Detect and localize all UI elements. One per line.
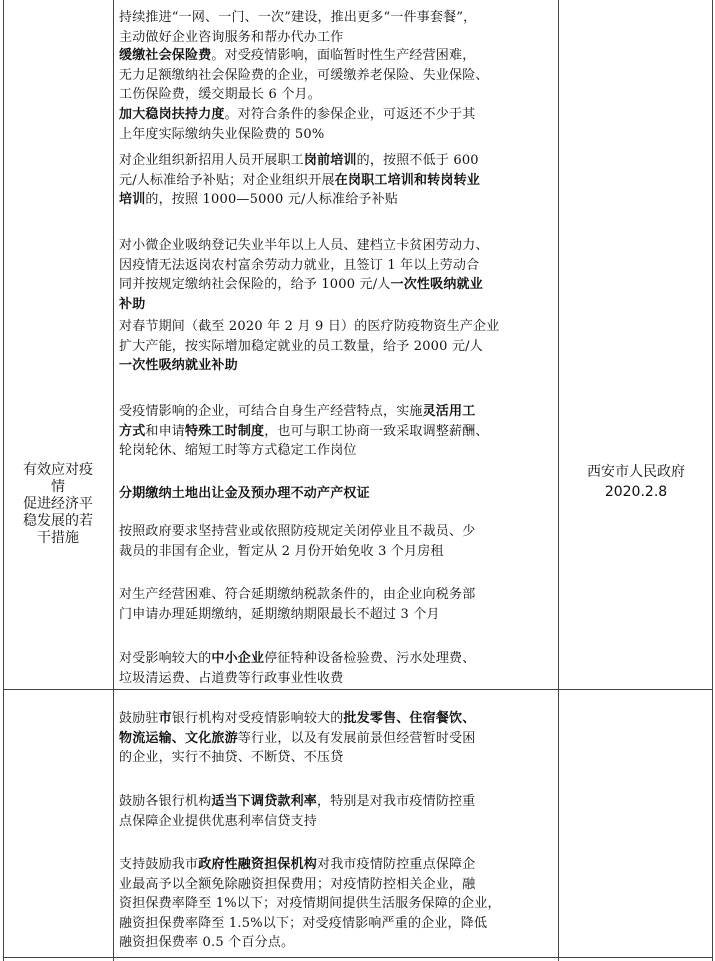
measure-bold-text: 政府性融资担保机构: [198, 857, 318, 872]
table-border-left: [3, 0, 4, 961]
measure-text: 对小微企业吸纳登记失业半年以上人员、建档立卡贫困劳动力、 因疫情无法返岗农村富余劳动力就业，且签订 1 年以上劳动合 同并按规定缴纳社会保险的，给予 1000 元/人: [119, 238, 489, 292]
table-border-right: [712, 0, 713, 961]
measure-item: [119, 484, 559, 504]
measure-text: 持续推进“一网、一门、一次”建设，推出更多“一件事套餐”， 主动做好企业咨询服务和帮办代办工作: [119, 10, 477, 45]
measure-item: [119, 151, 559, 210]
measure-bold-text: 一次性吸纳就业补助: [119, 358, 238, 373]
measure-item: [119, 649, 559, 688]
measure-text: 对受影响较大的: [119, 651, 212, 666]
measure-text: 和申请: [145, 423, 186, 439]
measure-item: [119, 236, 559, 314]
measure-text: 。对符合条件的参保企业，可返还不少于其 上年度实际缴纳失业保险费的 50%: [119, 107, 476, 142]
measure-item: [119, 792, 559, 831]
measure-bold-text: 特殊工时制度: [185, 423, 265, 439]
measure-text: ，特别是对我市疫情防控重 点保障企业提供优惠利率信贷支持: [119, 794, 476, 829]
measure-item: [119, 855, 559, 953]
measure-text: 按照政府要求坚持营业或依照防疫规定关闭停业且不裁员、少 裁员的非国有企业，暂定从 2 月份开始免收 3 个月房租: [119, 524, 476, 559]
measure-text: 鼓励各银行机构: [119, 794, 212, 809]
policy-title-line: 有效应对疫: [23, 462, 93, 478]
measure-bold-text: 岗前培训: [303, 153, 357, 168]
measure-text: 对春节期间（截至 2020 年 2 月 9 日）的医疗防疫物资生产企业 扩大产能，按实际增加稳定就业的员工数量，给予 2000 元/人: [119, 319, 500, 354]
measure-item: [119, 8, 559, 47]
measure-text: 。对受疫情影响，面临暂时性生产经营困难， 无力足额缴纳社会保险费的企业，可缓缴养老保险、失业保险、 工伤保险费，缓交期最长 6 个月。: [119, 48, 489, 102]
issue-date: 2020.2.8: [604, 484, 668, 500]
measure-text: 停征特种设备检验费、污水处理费、 垃圾清运费、占道费等行政事业性收费: [119, 651, 476, 686]
table-border-bottom: [3, 957, 713, 958]
measure-item: [119, 709, 559, 768]
measure-text: 对我市疫情防控重点保障企 业最高予以全额免除融资担保费用；对疫情防控相关企业，融 资担保费率降至 1%以下；对疫情期间提供生活服务保障的企业， 融资担保费率降至 1.5%以下；对受疫情影响严重的企业，降低 融资担保费率 0.5 个百分点。: [119, 857, 501, 950]
column-divider-1: [113, 0, 114, 961]
measure-text: 银行机构对受疫情影响较大的: [171, 711, 344, 726]
measure-text: 的，按照不低于 600 元/人标准给予补贴；对企业组织开展: [119, 153, 479, 188]
measure-item: [119, 402, 559, 461]
measure-item: [119, 46, 559, 105]
measure-bold-text: 缓缴社会保险费: [119, 48, 212, 63]
measure-bold-text: 一次性吸纳就业 补助: [119, 277, 483, 312]
page-break-line: [3, 689, 713, 690]
measure-text: 支持鼓励我市: [119, 857, 199, 872]
measure-item: [119, 105, 559, 144]
measure-item: [119, 585, 559, 624]
measure-text: ，也可与职工协商一致采取调整薪酬、 轮岗轮休、缩短工时等方式稳定工作岗位: [119, 423, 489, 458]
measure-bold-text: 在岗职工培训和转岗转业 培训: [119, 172, 480, 207]
issuer-cell: [562, 462, 710, 502]
policy-title-cell: [8, 462, 108, 547]
measure-text: 等行业，以及有发展前景但经营暂时受困 的企业，实行不抽贷、不断贷、不压贷: [119, 730, 476, 765]
issuer-name: 西安市人民政府: [587, 464, 685, 480]
measure-bold-text: 批发零售、住宿餐饮、 物流运输、文化旅游: [119, 711, 476, 746]
measure-text: 受疫情影响的企业，可结合自身生产经营特点，实施: [119, 404, 423, 419]
measure-item: [119, 522, 559, 561]
measure-bold-text: 中小企业: [211, 651, 265, 666]
measure-bold-text: 分期缴纳土地出让金及预办理不动产产权证: [119, 486, 370, 501]
measure-bold-text: 适当下调贷款利率: [211, 794, 318, 809]
measure-item: [119, 317, 559, 376]
policy-title-line: 情: [51, 479, 65, 495]
measure-bold-text: 灵活用工 方式: [119, 404, 476, 439]
measure-text: 对生产经营困难、符合延期缴纳税款条件的，由企业向税务部 门申请办理延期缴纳，延期缴纳期限最长不超过 3 个月: [119, 587, 476, 622]
measure-text: 对企业组织新招用人员开展职工: [119, 153, 304, 168]
measure-text: 鼓励驻: [119, 711, 159, 726]
policy-title-line: 促进经济平: [23, 496, 93, 512]
policy-title-line: 干措施: [37, 530, 79, 546]
measure-bold-text: 市: [158, 711, 172, 726]
measure-text: 的，按照 1000—5000 元/人标准给予补贴: [145, 192, 399, 207]
policy-title-line: 稳发展的若: [23, 513, 93, 529]
measure-bold-text: 加大稳岗扶持力度: [119, 107, 225, 122]
